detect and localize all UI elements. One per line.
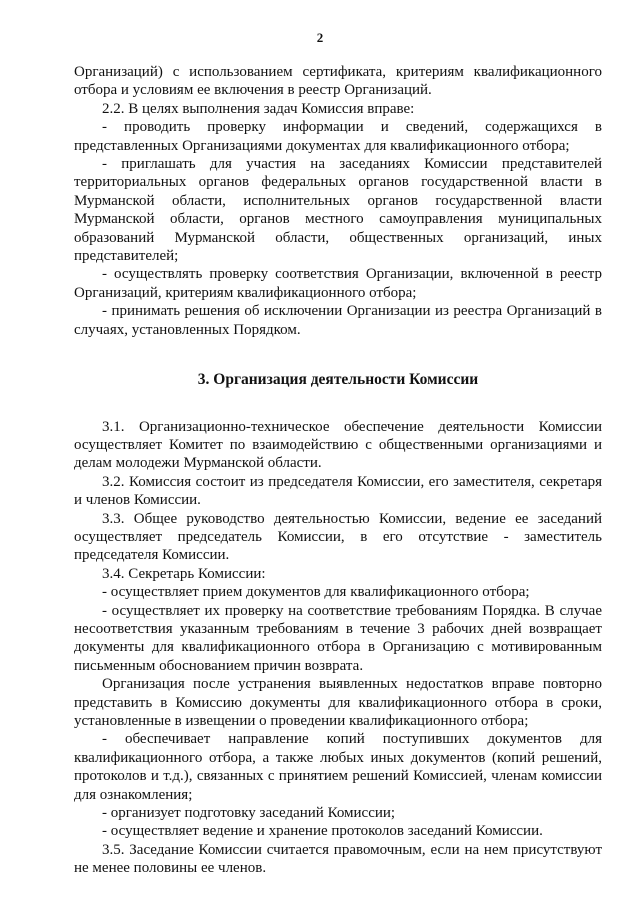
paragraph: - обеспечивает направление копий поступивших документов для квалификационного отбора, а также любых иных документов (копий решений, протоколов и т.д.), связанных с принятием решений Комиссией, членам комиссии для ознакомления; xyxy=(74,731,602,803)
paragraph: 3.2. Комиссия состоит из председателя Комиссии, его заместителя, секретаря и членов Комиссии. xyxy=(74,473,602,509)
paragraph: - проводить проверку информации и сведений, содержащихся в представленных Организациями документах для квалификационного отбора; xyxy=(74,119,602,154)
paragraph: - осуществляет ведение и хранение протоколов заседаний Комиссии. xyxy=(102,823,543,840)
paragraph: - приглашать для участия на заседаниях Комиссии представителей территориальных органов федеральных органов государственной власти в Мурманской области, исполнительных органов государственной власти Мурманской области, органов местного самоуправления муниципальных образований Мурманской области, общественных организаций, иных представителей; xyxy=(74,156,602,265)
section-2-continuation xyxy=(74,63,602,339)
paragraph: 2.2. В целях выполнения задач Комиссия вправе: xyxy=(102,100,415,117)
paragraph: 3.5. Заседание Комиссии считается правомочным, если на нем присутствуют не менее половины ее членов. xyxy=(74,841,602,877)
document-body xyxy=(74,63,602,878)
paragraph: Организаций) с использованием сертификата, критериям квалификационного отбора и условиям ее включения в реестр Организаций. xyxy=(74,64,602,99)
paragraph: - принимать решения об исключении Организации из реестра Организаций в случаях, установленных Порядком. xyxy=(74,303,602,338)
paragraph: - осуществлять проверку соответствия Организации, включенной в реестр Организаций, критериям квалификационного отбора; xyxy=(74,266,602,301)
paragraph: 3.4. Секретарь Комиссии: xyxy=(102,565,266,582)
section-title: 3. Организация деятельности Комиссии xyxy=(197,371,479,389)
section-3-body xyxy=(74,418,602,878)
paragraph: - организует подготовку заседаний Комиссии; xyxy=(102,805,396,822)
paragraph: 3.1. Организационно-техническое обеспечение деятельности Комиссии осуществляет Комитет по взаимодействию с общественными организациями и делам молодежи Мурманской области. xyxy=(74,418,602,472)
paragraph: - осуществляет их проверку на соответствие требованиям Порядка. В случае несоответствия указанным требованиям в течение 3 рабочих дней возвращает документы для квалификационного отбора в Организацию с мотивированным письменным обоснованием причин возврата. xyxy=(74,602,602,674)
paragraph: - осуществляет прием документов для квалификационного отбора; xyxy=(102,584,530,601)
page-number: 2 xyxy=(316,30,324,45)
paragraph: 3.3. Общее руководство деятельностью Комиссии, ведение ее заседаний осуществляет председатель Комиссии, в его отсутствие - заместитель председателя Комиссии. xyxy=(74,510,602,564)
paragraph: Организация после устранения выявленных недостатков вправе повторно представить в Комиссию документы для квалификационного отбора в сроки, установленные в извещении о проведении квалификационного отбора; xyxy=(74,676,602,729)
